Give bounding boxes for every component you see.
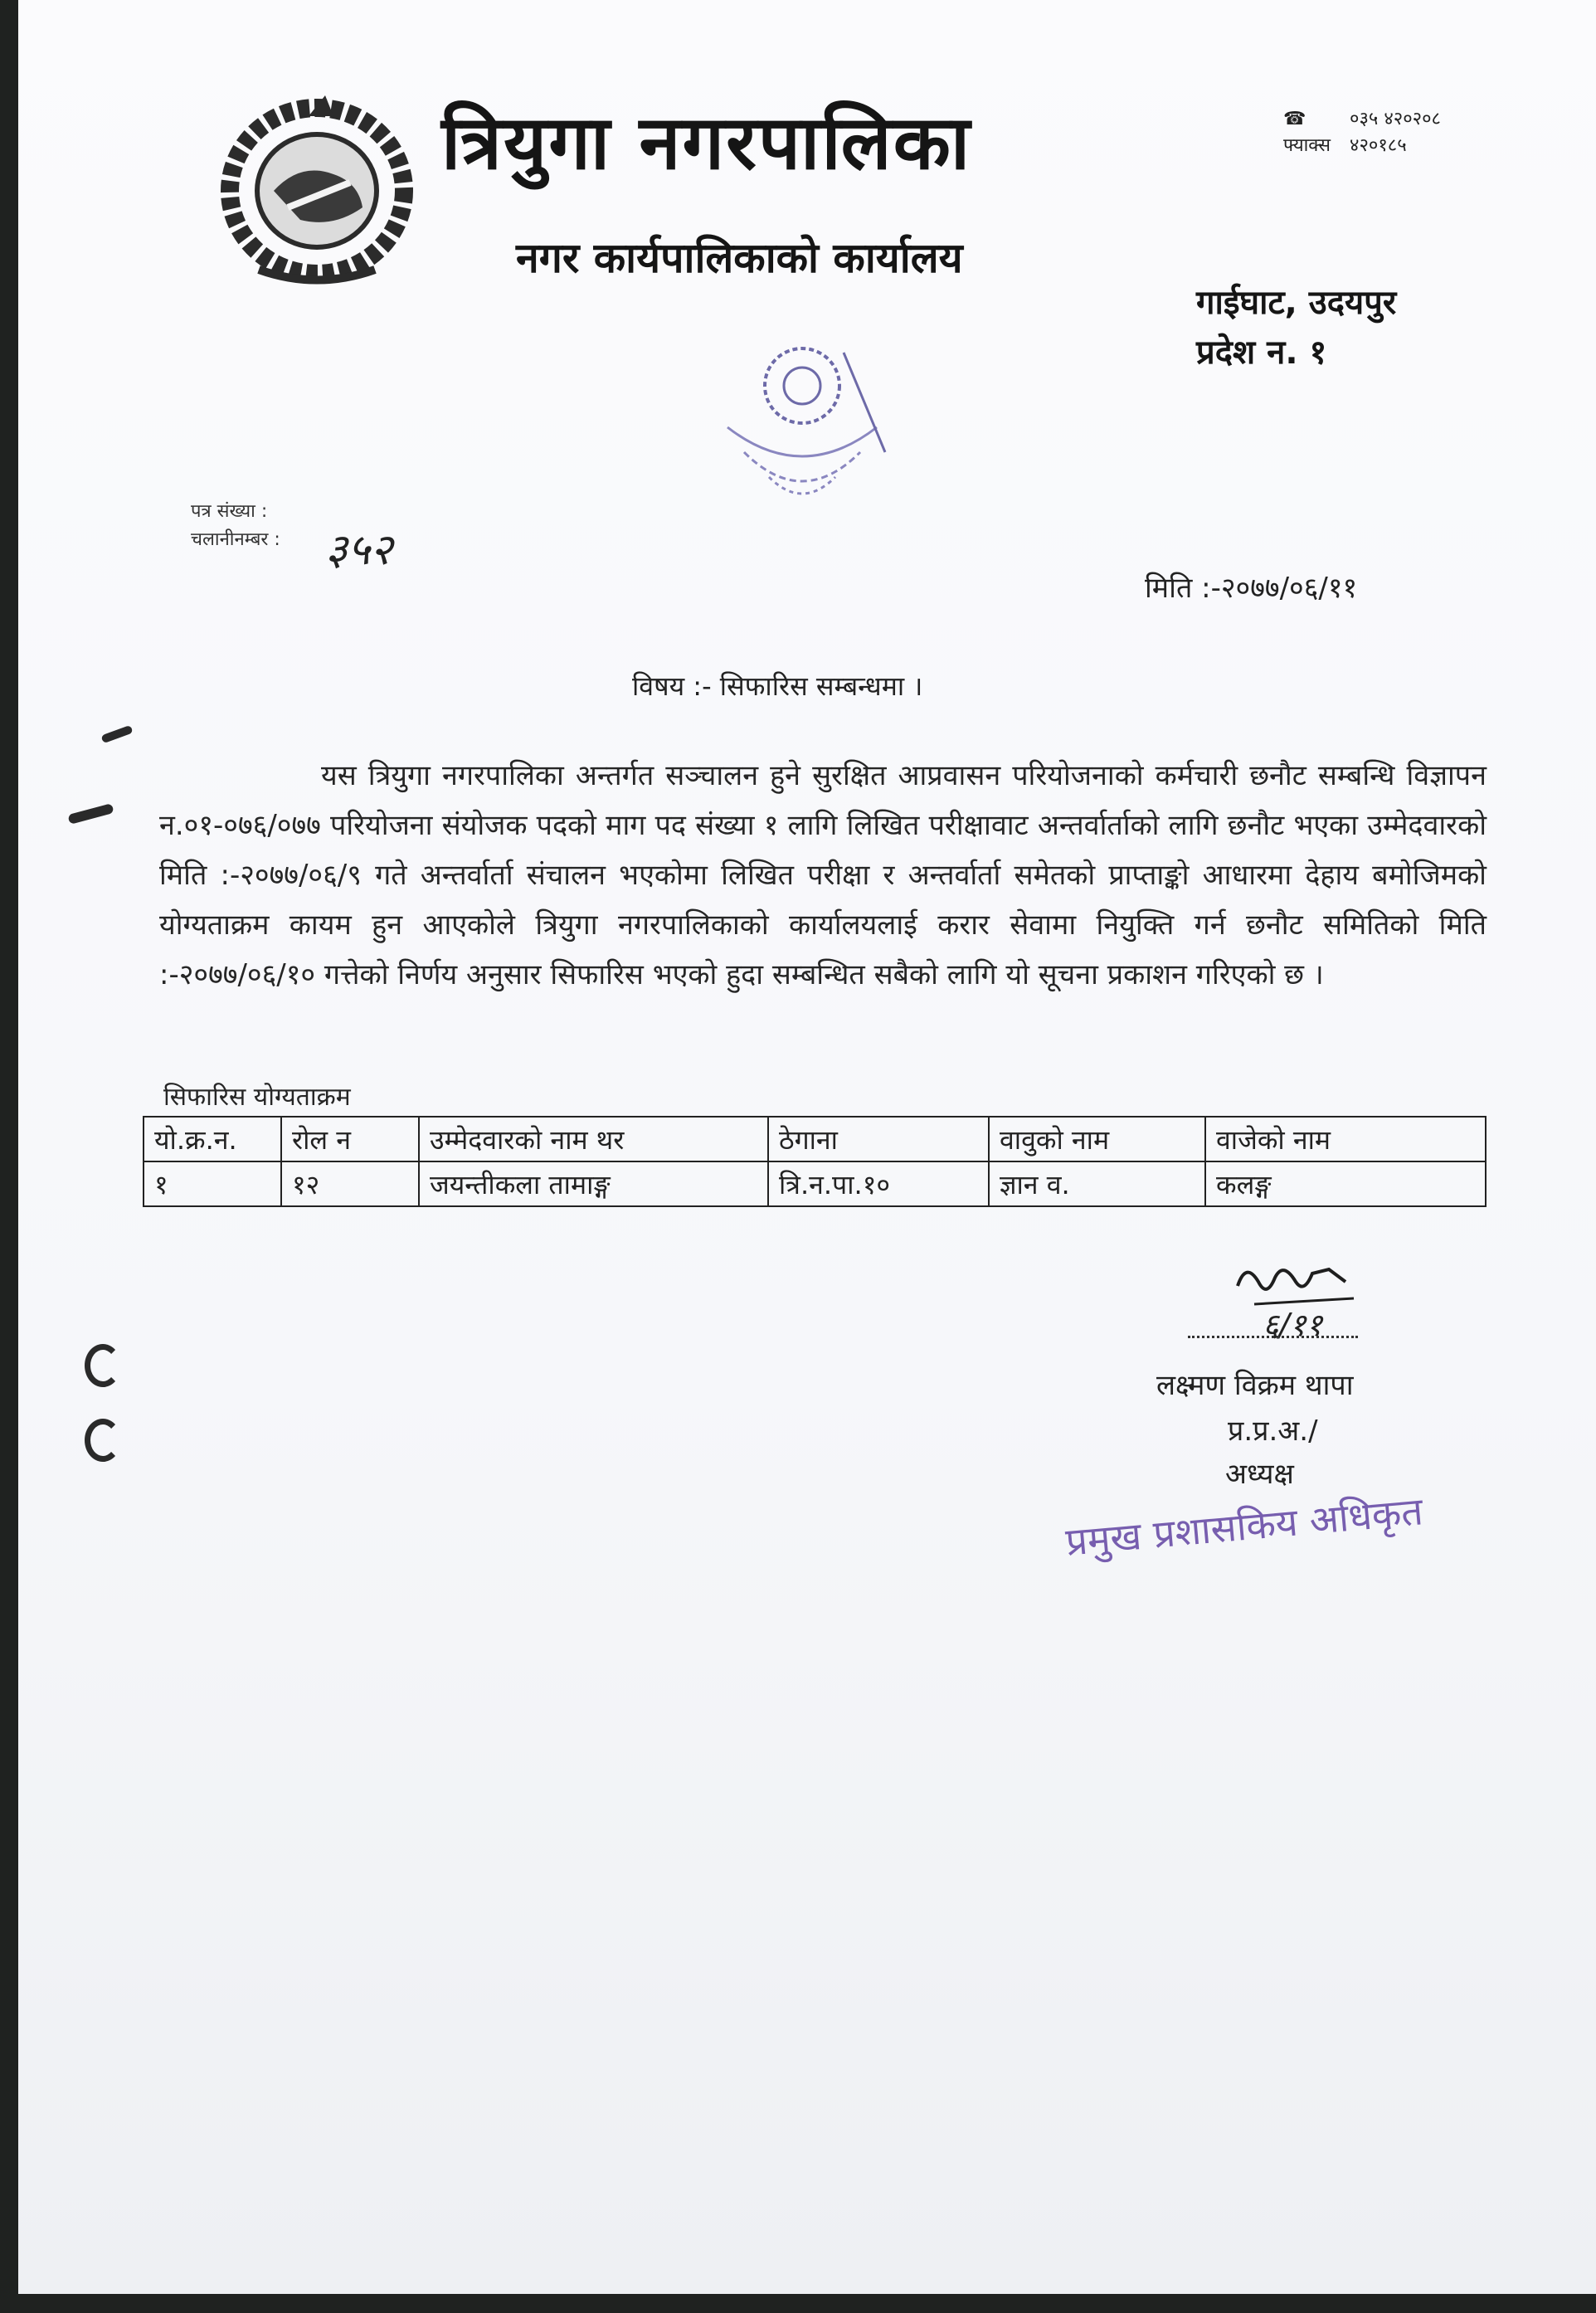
address-line: गाईघाट, उदयपुर xyxy=(1196,284,1397,322)
table-cell: कलङ्ग xyxy=(1205,1161,1486,1206)
province-line: प्रदेश न. १ xyxy=(1196,334,1327,372)
header-cell: वाजेको नाम xyxy=(1205,1117,1486,1161)
table-title: सिफारिस योग्यताक्रम xyxy=(163,1083,351,1112)
phone-number: ०३५ ४२०२०८ xyxy=(1350,109,1441,129)
nepal-emblem-logo xyxy=(209,83,425,290)
punch-hole-mark xyxy=(85,1344,121,1387)
table-row xyxy=(144,1161,1486,1206)
table-header-row xyxy=(144,1117,1486,1161)
punch-hole-mark xyxy=(85,1419,121,1462)
official-title-stamp: प्रमुख प्रशासकिय अधिकृत xyxy=(1063,1488,1425,1565)
document-page xyxy=(18,0,1596,2294)
staple-mark xyxy=(67,803,114,825)
letter-body: यस त्रियुगा नगरपालिका अन्तर्गत सञ्चालन हुने सुरक्षित आप्रवासन परियोजनाको कर्मचारी छनौट सम्बन्धि विज्ञापन न.०१-०७६/०७७ परियोजना संयोजक पदको माग पद संख्या १ लागि लिखित परीक्षावाट अन्तर्वार्ताको लागि छनौट भएका उम्मेदवारको मिति :-२०७७/०६/९ गते अन्तर्वार्ता संचालन भएकोमा लिखित परीक्षा र अन्तर्वार्ता समेतको प्राप्ताङ्को आधारमा देहाय बमोजिमको योग्यताक्रम कायम हुन आएकोले त्रियुगा नगरपालिकाको कार्यालयलाई करार सेवामा नियुक्ति गर्न छनौट समितिको मिति :-२०७७/०६/१० गत्तेको निर्णय अनुसार सिफारिस भएको हुदा सम्बन्धित सबैको लागि यो सूचना प्रकाशन गरिएको छ । xyxy=(159,759,1487,991)
letter-subject: विषय :- सिफारिस सम्बन्धमा । xyxy=(632,670,923,702)
signatory-name: लक्ष्मण विक्रम थापा xyxy=(1156,1369,1354,1402)
address-block xyxy=(1196,278,1396,377)
staple-mark xyxy=(100,725,133,743)
letter-number-label: पत्र संख्या : xyxy=(191,501,268,522)
letter-date: मिति :-२०७७/०६/११ xyxy=(1145,572,1358,605)
header-cell: रोल न xyxy=(281,1117,419,1161)
table-cell: त्रि.न.पा.१० xyxy=(768,1161,989,1206)
header-cell: उम्मेदवारको नाम थर xyxy=(419,1117,768,1161)
office-name: नगर कार्यपालिकाको कार्यालय xyxy=(516,234,963,282)
signatory-designation: अध्यक्ष xyxy=(1225,1458,1294,1491)
signatory-post: प्र.प्र.अ./ xyxy=(1228,1415,1318,1448)
header-cell: वावुको नाम xyxy=(989,1117,1205,1161)
dispatch-number-handwritten: ३५२ xyxy=(325,525,393,575)
signature-dotted-line xyxy=(1188,1336,1358,1338)
contact-block xyxy=(1283,106,1441,159)
recommendation-table xyxy=(143,1116,1487,1207)
dispatch-number-label: चलानीनम्बर : xyxy=(191,529,280,550)
office-seal-stamp xyxy=(694,319,910,552)
table-cell: १२ xyxy=(281,1161,419,1206)
header-cell: यो.क्र.न. xyxy=(144,1117,281,1161)
signature-date: ६/११ xyxy=(1263,1307,1323,1343)
phone-icon: ☎ xyxy=(1283,109,1306,129)
table-cell: जयन्तीकला तामाङ्ग xyxy=(419,1161,768,1206)
municipality-title: त्रियुगा नगरपालिका xyxy=(441,100,972,187)
reference-block xyxy=(191,498,280,554)
table-cell: १ xyxy=(144,1161,281,1206)
header-cell: ठेगाना xyxy=(768,1117,989,1161)
fax-label: फ्याक्स xyxy=(1283,135,1331,156)
fax-number: ४२०१८५ xyxy=(1350,135,1407,156)
table-cell: ज्ञान व. xyxy=(989,1161,1205,1206)
